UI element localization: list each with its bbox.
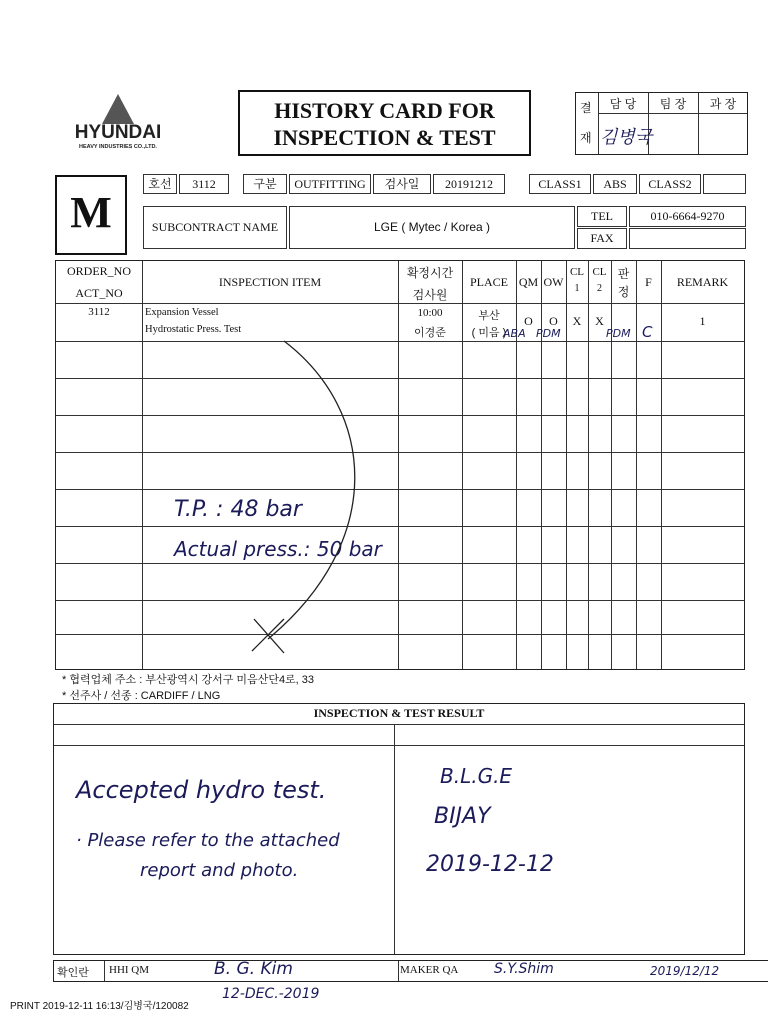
company-name: HYUNDAI <box>74 122 162 143</box>
result-right-line2: BIJAY <box>434 804 491 829</box>
result-left-line1: Accepted hydro test. <box>76 776 327 804</box>
subcontract-label: SUBCONTRACT NAME <box>143 206 287 249</box>
header-remark: REMARK <box>676 275 729 289</box>
owner-note: * 선주사 / 선종 : CARDIFF / LNG <box>62 690 221 702</box>
confirm-label: 확인란 <box>57 967 89 979</box>
row-cl2: X <box>595 314 604 328</box>
hhi-qm-date: 12-DEC.-2019 <box>222 986 320 1002</box>
result-left-line2: · Please refer to the attached <box>76 830 340 851</box>
approval-col-manager: 과 장 <box>709 97 737 111</box>
print-line: PRINT 2019-12-11 16:13/김병국/120082 <box>10 1001 189 1012</box>
header-inspector: 검사원 <box>412 288 448 302</box>
header-ow: OW <box>543 275 564 289</box>
inspection-table <box>55 260 745 670</box>
row-qm-signature: ABA <box>503 327 526 340</box>
result-title: INSPECTION & TEST RESULT <box>313 706 485 720</box>
header-cl1-a: CL <box>569 266 585 278</box>
row-cl1: X <box>572 314 582 328</box>
class1-label: CLASS1 <box>529 174 591 194</box>
fax-value <box>629 228 746 249</box>
tel-value: 010-6664-9270 <box>629 206 746 227</box>
row-place-line2: ( 미음 ) <box>471 327 507 339</box>
class1-value: ABS <box>593 174 637 194</box>
header-judge-b: 정 <box>617 285 630 299</box>
hhi-qm-signature: B. G. Kim <box>214 959 293 979</box>
header-place: PLACE <box>469 275 508 289</box>
address-note: * 협력업체 주소 : 부산광역시 강서구 미음산단4로, 33 <box>62 674 315 686</box>
header-qm: QM <box>518 275 539 289</box>
fax-label: FAX <box>577 228 627 249</box>
class2-label: CLASS2 <box>639 174 701 194</box>
section-letter: M <box>70 188 112 237</box>
approval-col-staff: 담 당 <box>609 97 637 111</box>
row-item-line2: Hydrostatic Press. Test <box>145 324 242 335</box>
result-left-line3: report and photo. <box>140 860 299 881</box>
header-act-no: ACT_NO <box>75 286 123 300</box>
row-item-line1: Expansion Vessel <box>145 307 219 318</box>
row-ow-signature: PDM <box>536 327 561 340</box>
hyundai-logo <box>68 92 168 154</box>
hull-label: 호선 <box>143 174 177 194</box>
row-time: 10:00 <box>417 307 443 319</box>
header-order-no: ORDER_NO <box>66 264 131 278</box>
section-letter-box <box>55 175 127 255</box>
row-place-line1: 부산 <box>478 310 500 322</box>
subcontract-value: LGE ( Mytec / Korea ) <box>289 206 575 249</box>
card-title-box <box>238 90 531 156</box>
hyundai-triangle-icon <box>68 92 168 126</box>
tel-label: TEL <box>577 206 627 227</box>
date-label: 검사일 <box>373 174 431 194</box>
row-remark: 1 <box>699 314 706 328</box>
card-title-line2: INSPECTION & TEST <box>273 125 496 150</box>
hhi-qm-label: HHI QM <box>109 964 150 976</box>
approval-label-top: 결 <box>580 101 592 115</box>
approval-signature: 김병국 <box>600 127 653 148</box>
maker-qa-date: 2019/12/12 <box>650 964 720 978</box>
card-title-line1: HISTORY CARD FOR <box>274 98 495 123</box>
row-cl2-signature: PDM <box>606 327 631 340</box>
maker-qa-label: MAKER QA <box>400 964 459 976</box>
header-f: F <box>645 275 652 289</box>
header-time: 확정시간 <box>406 266 454 280</box>
header-inspection-item: INSPECTION ITEM <box>218 275 322 289</box>
confirm-row <box>53 960 768 982</box>
hull-value: 3112 <box>179 174 229 194</box>
row-qm: O <box>524 314 533 328</box>
handwritten-actual-pressure: Actual press.: 50 bar <box>174 537 382 561</box>
class2-value <box>703 174 746 194</box>
row-order-no: 3112 <box>88 306 110 318</box>
result-box <box>53 703 745 955</box>
type-value: OUTFITTING <box>289 174 371 194</box>
approval-box <box>575 92 748 155</box>
approval-col-leader: 팀 장 <box>659 97 687 111</box>
approval-label-bottom: 재 <box>580 131 592 145</box>
header-judge-a: 판 <box>617 267 630 281</box>
result-right-line1: B.L.G.E <box>440 764 513 788</box>
result-right-line3: 2019-12-12 <box>426 852 554 877</box>
header-cl2-b: 2 <box>597 283 602 294</box>
row-ow: O <box>549 314 558 328</box>
header-cl2-a: CL <box>592 266 607 278</box>
type-label: 구분 <box>243 174 287 194</box>
maker-qa-signature: S.Y.Shim <box>494 961 554 977</box>
company-sub: HEAVY INDUSTRIES CO.,LTD. <box>79 144 157 150</box>
row-f-mark: C <box>642 323 653 341</box>
strike-through-curve <box>56 261 744 669</box>
header-cl1-b: 1 <box>574 283 580 294</box>
handwritten-test-pressure: T.P. : 48 bar <box>174 497 302 522</box>
date-value: 20191212 <box>433 174 505 194</box>
row-inspector: 이경준 <box>414 327 446 339</box>
